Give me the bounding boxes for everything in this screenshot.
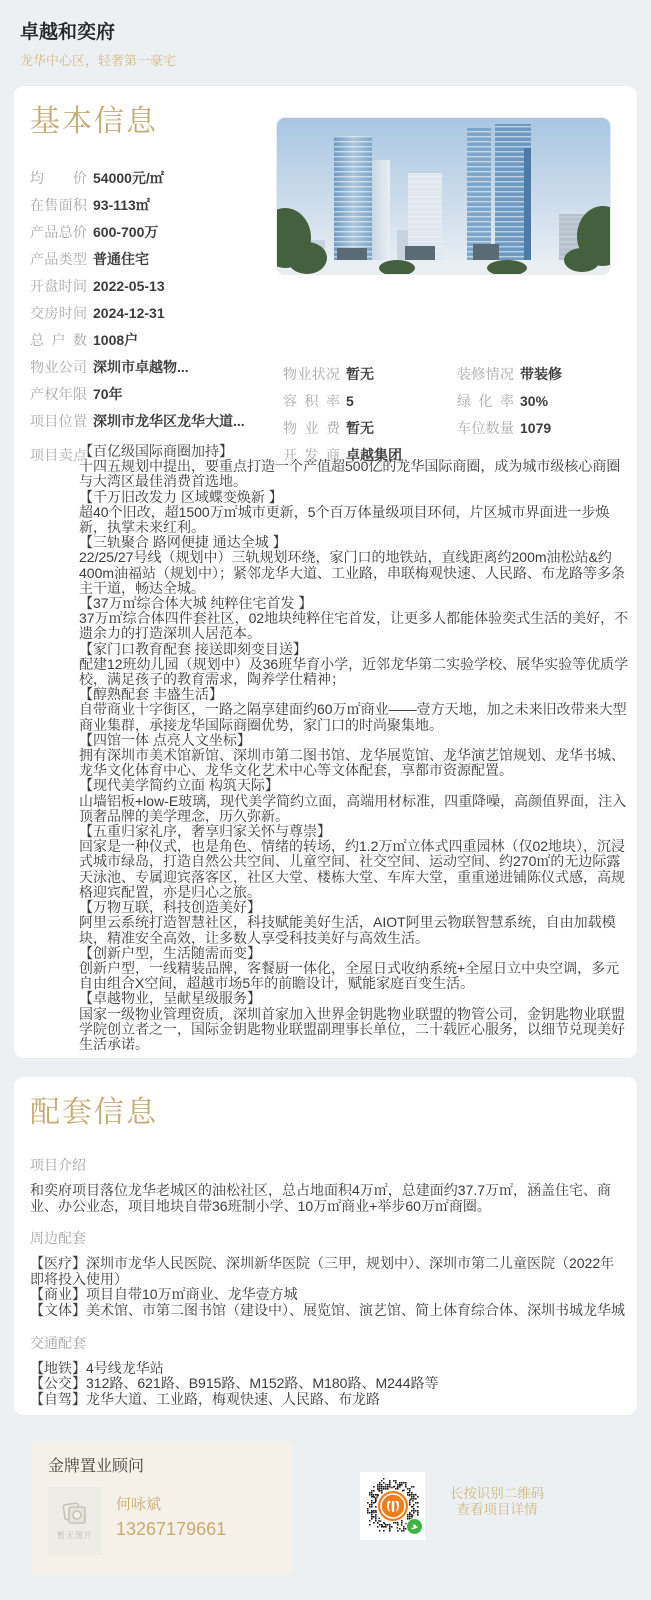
field-value: 93-113㎡ <box>93 197 150 213</box>
qr-caption-line2: 查看项目详情 <box>456 1501 538 1517</box>
field-value: 2022-05-13 <box>93 278 165 294</box>
selling-point: 【千万旧改发力 区域蝶变焕新 】 超40个旧改，超1500万㎡城市更新，5个百万体量级项目环伺，片区城市界面进一步焕新，执掌未来红利。 <box>79 488 610 536</box>
field-value: 暂无 <box>346 366 374 382</box>
field-row <box>30 277 635 304</box>
basic-info-heading: 基本信息 <box>30 105 158 138</box>
brand-logo-icon <box>378 1491 408 1521</box>
field-value: 30% <box>520 393 549 409</box>
consultant-heading: 金牌置业顾问 <box>48 1458 145 1475</box>
consultant-avatar-placeholder <box>48 1487 102 1555</box>
field-label: 项目位置 <box>30 413 87 429</box>
field-label: 总户数 <box>30 332 87 348</box>
field-value: 带装修 <box>520 366 562 382</box>
field-label: 交房时间 <box>30 305 87 321</box>
wechat-badge-icon <box>406 1518 423 1535</box>
field-row <box>283 365 402 392</box>
selling-point: 【37万㎡综合体大城 纯粹住宅首发 】 37万㎡综合体四件套社区，02地块纯粹住宅首发，让更多人都能体验奕式生活的美好，不遗余力的打造深圳人居范本。 <box>79 595 629 642</box>
selling-points-label: 项目卖点 <box>30 447 87 463</box>
field-row <box>457 419 562 446</box>
amenity-section-body: 【地铁】4号线龙华站 【公交】312路、621路、B915路、M152路、M180路、M244路等 【自驾】龙华大道、工业路，梅观快速、人民路、布龙路 <box>30 1359 439 1407</box>
field-value: 5 <box>346 393 354 409</box>
amenity-section <box>30 1229 625 1318</box>
field-value: 2024-12-31 <box>93 305 165 321</box>
field-label: 容积率 <box>283 393 340 409</box>
selling-point: 【醇熟配套 丰盛生活】 自带商业十字街区，一路之隔享建面约60万㎡商业——壹方天地，加之未来旧改带来大型商业集群，承接龙华国际商圈优势，家门口的时尚聚集地。 <box>79 686 627 733</box>
amenity-info-card <box>14 1077 637 1415</box>
field-label: 装修情况 <box>457 366 514 382</box>
consultant-name: 何咏斌 <box>116 1496 162 1513</box>
selling-points-text <box>79 444 631 1052</box>
field-value: 深圳市龙华区龙华大道... <box>93 413 245 429</box>
selling-point: 【创新户型，生活随需而变】 创新户型，一线精装品牌，客餐厨一体化，全屋日式收纳系统+全屋日立中央空调，多元自由组合X空间，超越市场5年的前瞻设计，赋能家庭百变生活。 <box>79 944 620 992</box>
consultant-card <box>32 1442 292 1574</box>
building-photo <box>277 118 610 274</box>
amenity-sections <box>30 1156 625 1407</box>
field-row <box>457 365 562 392</box>
field-value: 1008户 <box>93 332 139 348</box>
selling-point: 【万物互联，科技创造美好】 阿里云系统打造智慧社区，科技赋能美好生活，AIOT阿里云物联智慧系统，自由加载模块，精准安全高效，让多数人享受科技美好与高效生活。 <box>79 899 616 946</box>
field-value: 普通住宅 <box>93 251 149 267</box>
basic-info-card <box>14 86 637 1058</box>
field-row <box>30 304 635 331</box>
field-value: 54000元/㎡ <box>93 170 164 186</box>
qr-caption-line1: 长按识别二维码 <box>449 1486 545 1501</box>
selling-points <box>30 444 635 1052</box>
photo-stack-icon <box>62 1502 88 1526</box>
field-value: 1079 <box>520 420 552 436</box>
page-subtitle: 龙华中心区，轻奢第一豪宅 <box>20 53 177 68</box>
field-label: 开发商 <box>283 447 340 463</box>
selling-point: 【家门口教育配套 接送即刻变目送】 配建12班幼儿园（规划中）及36班华育小学，近邻龙华第二实验学校、展华实验等优质学校，满足孩子的教育需求，陶养学仕精神； <box>79 640 629 688</box>
selling-point: 【现代美学简约立面 构筑天际】 山墙铝板+low-E玻璃，现代美学简约立面，高端用材标准，四重降噪，高颜值界面，注入顶奢品牌的美学理念，历久弥新。 <box>79 777 627 824</box>
consultant-phone[interactable]: 13267179661 <box>116 1519 227 1539</box>
amenity-section <box>30 1156 622 1214</box>
amenity-section <box>30 1334 622 1408</box>
selling-point: 【三轨聚合 路网便捷 通达全城 】 22/25/27号线（规划中）三轨规划环绕，家门口的地铁站，直线距离约200m油松站&约400m油福站（规划中）；紧邻龙华大道、工业路，串联梅观快速、人民路、布龙路等多条主干道，畅达全城。 <box>79 534 626 596</box>
field-label: 开盘时间 <box>30 278 87 294</box>
basic-fields-right-b <box>457 365 562 446</box>
field-row <box>283 419 402 446</box>
amenity-section-body: 和奕府项目落位龙华老城区的油松社区，总占地面积4万㎡，总建面约37.7万㎡，涵盖住宅、商业、办公业态，项目地块自带36班制小学、10万㎡商业+举步60万㎡商圈。 <box>30 1182 612 1214</box>
selling-point: 【五重归家礼序，奢享归家关怀与尊崇】 回家是一种仪式，也是角色、情绪的转场，约1.2万㎡立体式四重园林（仅02地块），沉浸式城市绿岛，打造自然公共空间、儿童空间、社交空间、运动空间、约270㎡的无边际露天泳池、专属迎宾落客区，社区大堂、楼栋大堂、车库大堂，重重递进铺陈仪式感，高规格迎宾配置，亦是归心之旅。 <box>79 823 626 900</box>
field-value: 深圳市卓越物... <box>93 359 189 375</box>
building-rendering-image <box>277 118 610 274</box>
selling-point: 【百亿级国际商圈加持】 十四五规划中提出，要重点打造一个产值超500亿的龙华国际商圈，成为城市级核心商圈与大湾区最佳消费首选地。 <box>79 443 621 490</box>
field-label: 产权年限 <box>30 386 87 402</box>
field-value: 暂无 <box>346 420 374 436</box>
field-label: 绿化率 <box>457 393 514 409</box>
field-row <box>283 392 402 419</box>
qr-caption <box>437 1486 557 1517</box>
amenity-section-label: 周边配套 <box>30 1230 86 1247</box>
amenity-section-label: 项目介绍 <box>30 1157 86 1173</box>
amenity-section-label: 交通配套 <box>30 1334 86 1351</box>
field-value: 70年 <box>93 386 123 402</box>
field-label: 在售面积 <box>30 197 87 213</box>
page-header <box>0 0 651 69</box>
field-label: 产品类型 <box>30 251 87 267</box>
field-row <box>457 392 562 419</box>
selling-point: 【卓越物业，呈献星级服务】 国家一级物业管理资质，深圳首家加入世界金钥匙物业联盟的物管公司，金钥匙物业联盟学院创立者之一，国际金钥匙物业联盟副理事长单位，二十载匠心服务，以细节兑现美好生活承诺。 <box>79 990 625 1052</box>
amenity-section-body: 【医疗】深圳市龙华人民医院、深圳新华医院（三甲，规划中）、深圳市第二儿童医院（2022年即将投入使用） 【商业】项目自带10万㎡商业、龙华壹方城 【文体】美术馆、市第二图书馆（建设中）、展览馆、演艺馆、简上体育综合体、深圳书城龙华城 <box>30 1255 625 1318</box>
field-label: 物业费 <box>283 420 340 436</box>
field-value: 卓越集团 <box>346 447 402 463</box>
avatar-placeholder-text: 暂无图片 <box>57 1530 93 1540</box>
field-label: 物业状况 <box>283 366 340 382</box>
field-label: 产品总价 <box>30 224 87 240</box>
field-label: 车位数量 <box>457 420 514 436</box>
field-value: 600-700万 <box>93 224 159 240</box>
selling-point: 【四馆一体 点亮人文坐标】 拥有深圳市美术馆新馆、深圳市第二图书馆、龙华展览馆、龙华演艺馆规划、龙华书城、龙华文化体育中心、龙华文化艺术中心等文体配套，享都市资源配置。 <box>79 731 625 779</box>
field-row <box>30 331 635 358</box>
field-label: 均价 <box>30 170 87 186</box>
field-label: 物业公司 <box>30 359 87 375</box>
amenity-heading: 配套信息 <box>30 1096 158 1129</box>
page-title: 卓越和奕府 <box>20 22 116 43</box>
mini-program-qr-code[interactable] <box>360 1472 425 1540</box>
